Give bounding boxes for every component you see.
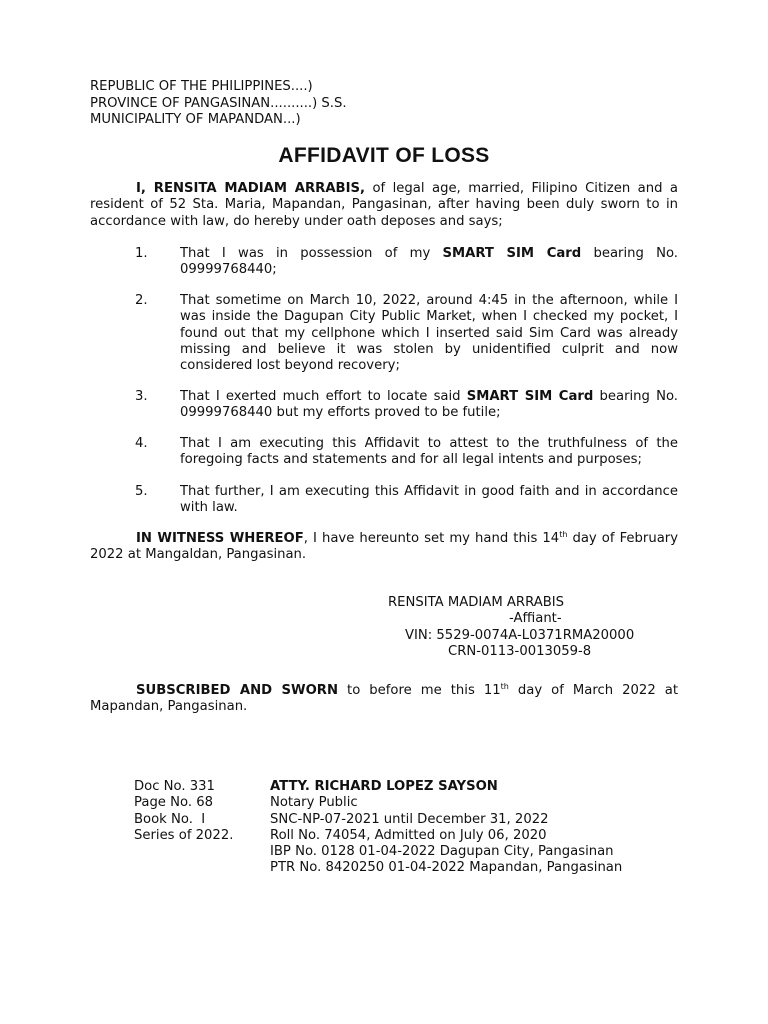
item-text: That further, I am executing this Affidavit in good faith and in accordance with law. [180, 484, 678, 516]
jurat-text-end: day of March 2022 at Mapandan, Pangasinan. [90, 683, 678, 715]
jurat-ordinal: th [500, 682, 509, 691]
witness-ordinal: th [559, 530, 568, 539]
intro-paragraph [90, 181, 678, 230]
item-text-end: bearing No. 09999768440; [180, 246, 678, 278]
item-number: 3. [135, 389, 148, 404]
list-item [90, 389, 678, 422]
caption-line-republic: REPUBLIC OF THE PHILIPPINES....) [90, 79, 313, 94]
document-title: AFFIDAVIT OF LOSS [278, 144, 490, 167]
item-text: That sometime on March 10, 2022, around 4:45 in the afternoon, while I was inside the Dagupan City Public Market, when I checked my pocket, I found out that my cellphone which I inserted said Sim Card was already missing and believe it was stolen by unidentified culprit and now considered lost beyond recovery; [180, 293, 678, 374]
list-item [90, 436, 678, 469]
notary-name: ATTY. RICHARD LOPEZ SAYSON [270, 779, 498, 794]
affiant-name-inline: , RENSITA MADIAM ARRABIS, [140, 181, 365, 196]
jurat-text: to before me this 11 [338, 683, 501, 698]
witness-text-end: day of February 2022 at Mangaldan, Pangasinan. [90, 531, 678, 563]
list-item [90, 293, 678, 374]
jurat-paragraph [90, 683, 678, 716]
affiant-role: -Affiant- [509, 611, 562, 627]
notary-commission: SNC-NP-07-2021 until December 31, 2022 [270, 811, 549, 827]
book-number: Book No. I [134, 811, 206, 827]
affiant-crn: CRN-0113-0013059-8 [448, 643, 592, 659]
list-item [90, 484, 678, 517]
notary-ptr: PTR No. 8420250 01-04-2022 Mapandan, Pangasinan [270, 860, 623, 876]
page-number: Page No. 68 [134, 795, 213, 811]
intro-text: of legal age, married, Filipino Citizen and a resident of 52 Sta. Maria, Mapandan, Pangasinan, after having been duly sworn to in accordance with law, do hereby under oath deposes and says; [90, 181, 678, 229]
series-year: Series of 2022. [134, 827, 234, 843]
item-number: 5. [135, 484, 148, 499]
item-text: That I exerted much effort to locate said [180, 389, 467, 404]
item-number: 2. [135, 293, 148, 308]
affiant-signature-block [388, 595, 634, 660]
item-bold-text: SMART SIM Card [442, 246, 582, 261]
witness-heading: IN WITNESS WHEREOF [136, 531, 304, 546]
item-text-end: bearing No. 09999768440 but my efforts proved to be futile; [180, 389, 678, 421]
caption-line-province: PROVINCE OF PANGASINAN..........) S.S. [90, 95, 347, 111]
affiant-prefix: I [136, 181, 141, 196]
item-number: 4. [135, 436, 148, 451]
witness-text: , I have hereunto set my hand this 14 [303, 531, 560, 546]
notary-ibp: IBP No. 0128 01-04-2022 Dagupan City, Pangasinan [270, 844, 614, 860]
list-item [90, 246, 678, 279]
venue-caption [90, 79, 347, 129]
caption-line-municipality: MUNICIPALITY OF MAPANDAN...) [90, 112, 301, 127]
doc-number: Doc No. 331 [134, 779, 215, 794]
item-text: That I am executing this Affidavit to attest to the truthfulness of the foregoing facts and statements and for all legal intents and purposes; [180, 436, 678, 468]
item-text: That I was in possession of my [180, 246, 443, 261]
witness-paragraph [90, 531, 678, 564]
notary-title: Notary Public [270, 795, 358, 811]
notarial-register [134, 779, 233, 844]
notary-details [270, 779, 622, 877]
affiant-name: RENSITA MADIAM ARRABIS [388, 595, 565, 610]
notary-roll: Roll No. 74054, Admitted on July 06, 2020 [270, 827, 547, 843]
item-bold-text: SMART SIM Card [466, 389, 594, 404]
jurat-heading: SUBSCRIBED AND SWORN [136, 683, 338, 698]
item-number: 1. [135, 246, 148, 261]
affiant-vin: VIN: 5529-0074A-L0371RMA20000 [405, 627, 635, 643]
